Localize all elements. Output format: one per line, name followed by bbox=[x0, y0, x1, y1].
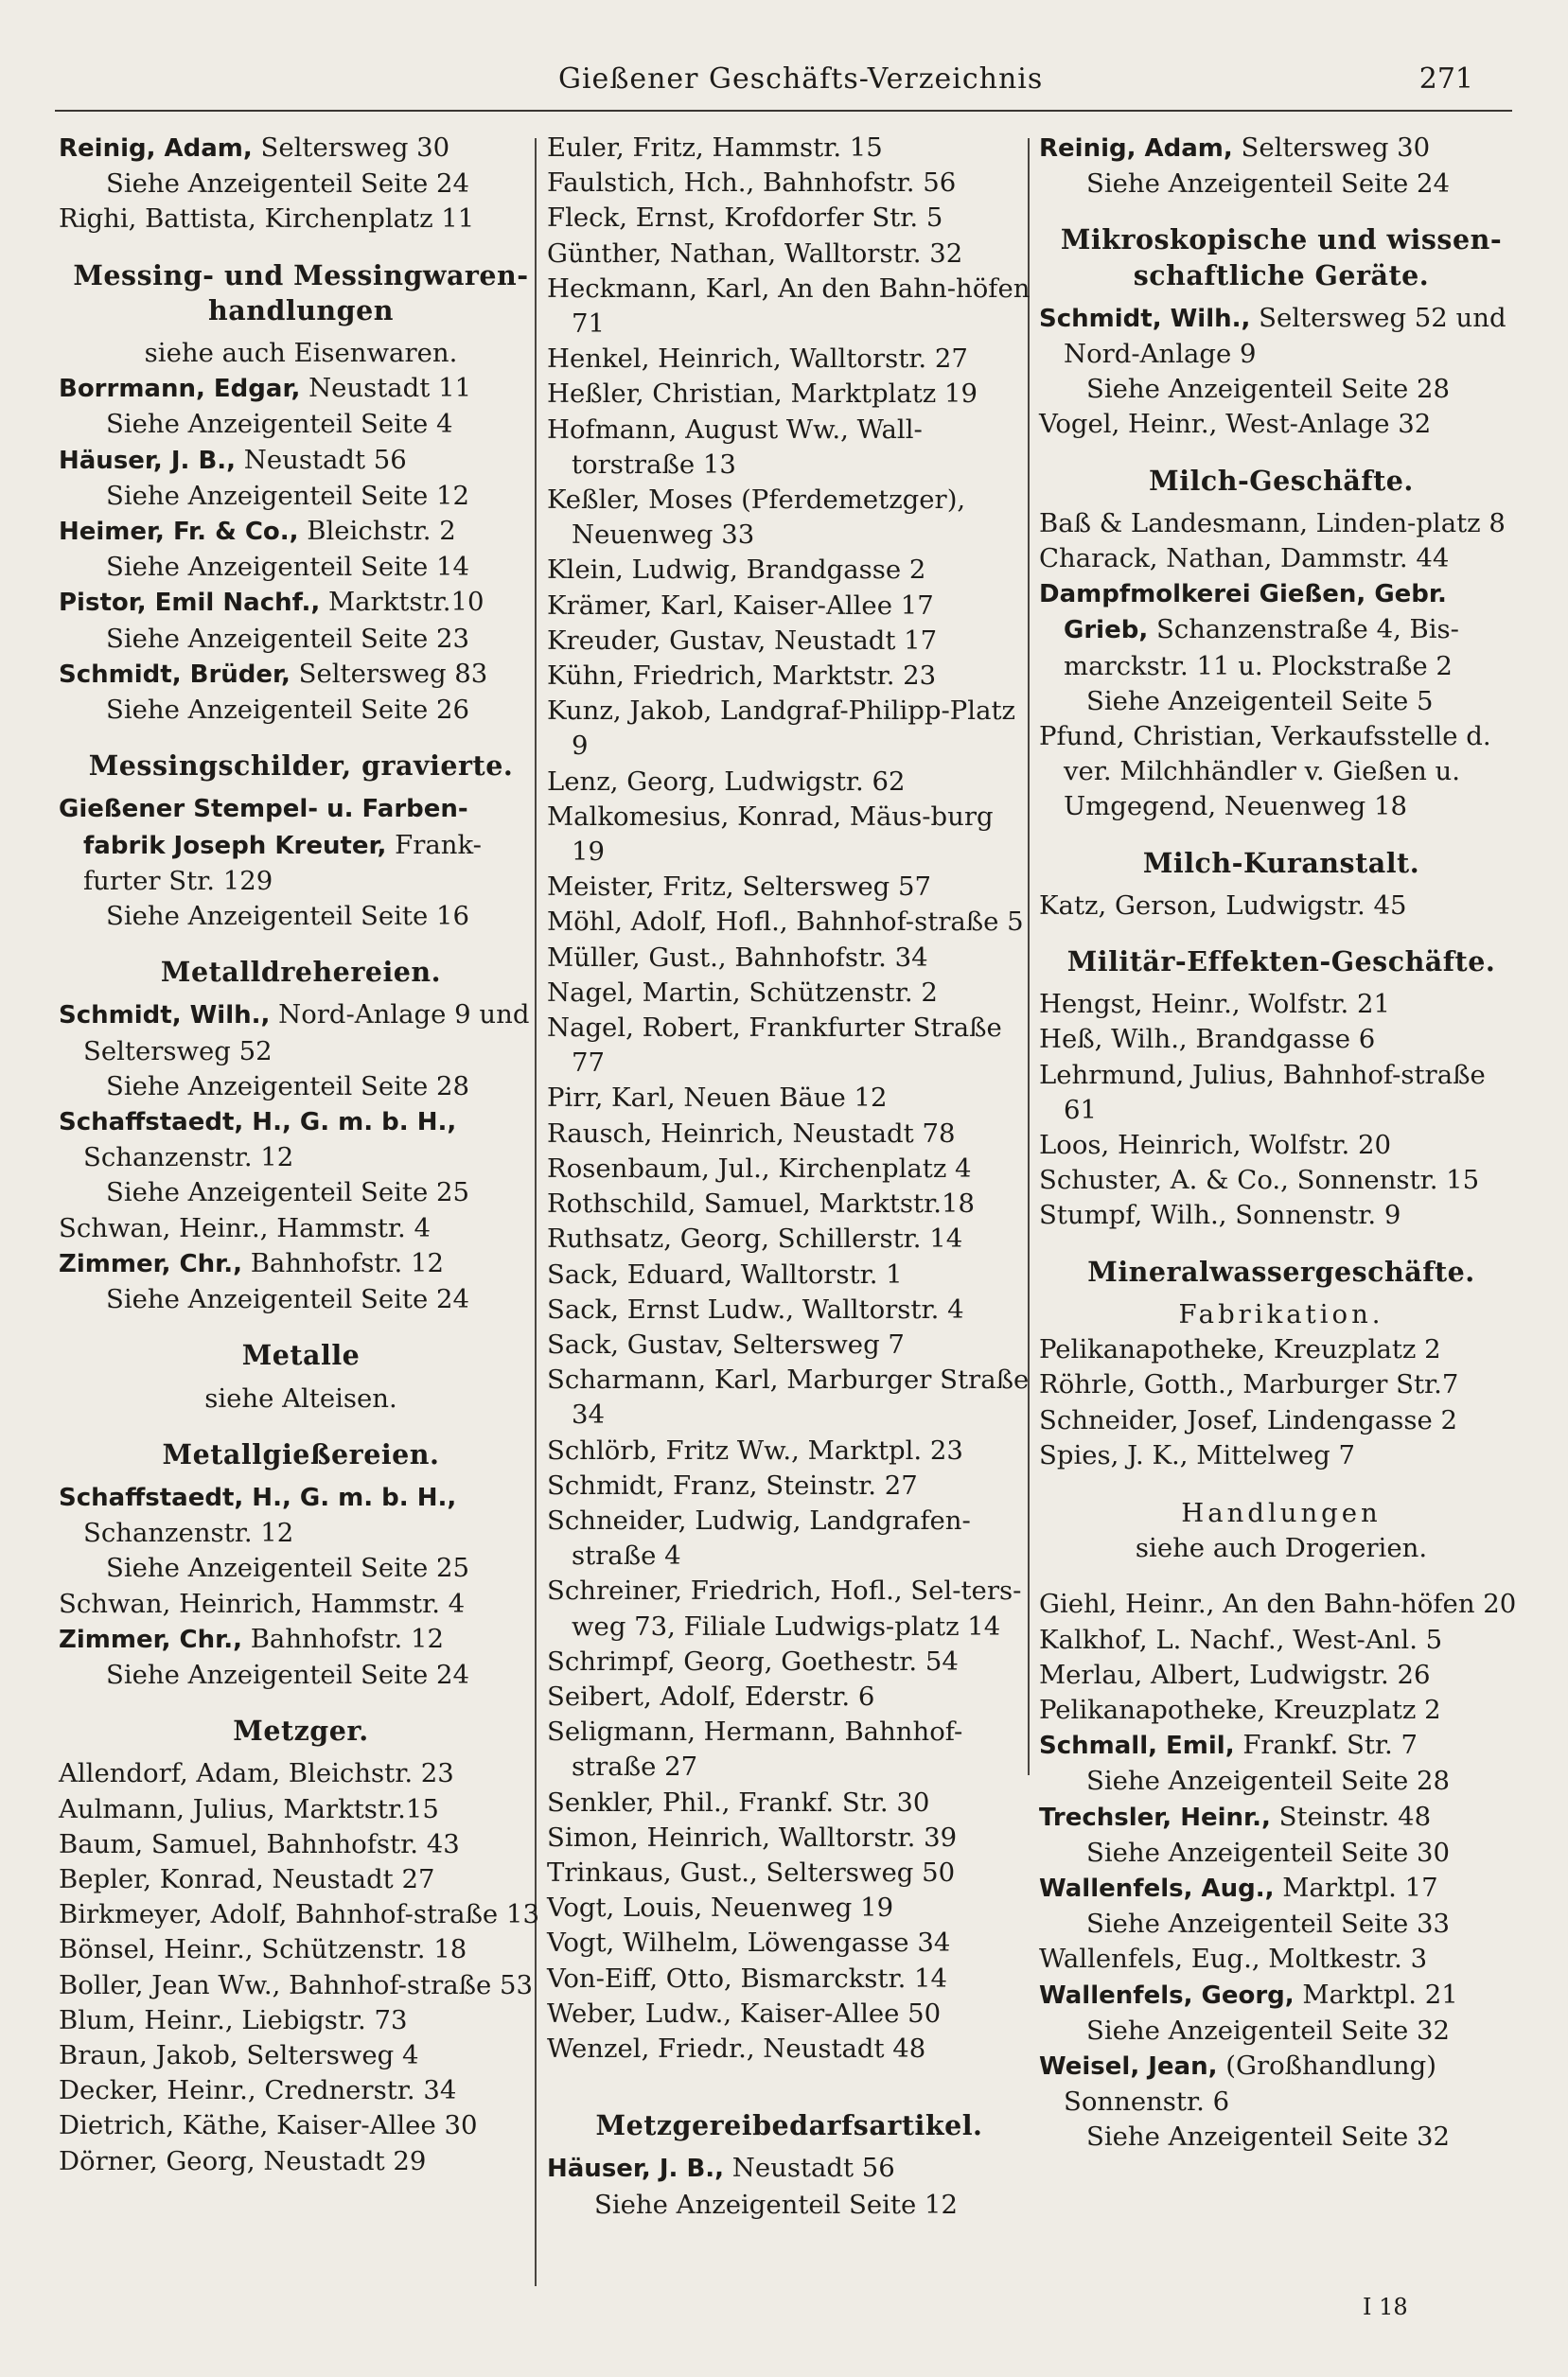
ad-reference: Siehe Anzeigenteil Seite 25 bbox=[106, 1177, 469, 1208]
directory-entry: Lenz, Georg, Ludwigstr. 62 bbox=[547, 766, 906, 797]
directory-entry: Schuster, A. & Co., Sonnenstr. 15 bbox=[1039, 1165, 1480, 1196]
directory-entry: Schmidt, Franz, Steinstr. 27 bbox=[547, 1470, 918, 1501]
directory-entry: Sack, Eduard, Walltorstr. 1 bbox=[547, 1259, 903, 1290]
directory-entry: Hengst, Heinr., Wolfstr. 21 bbox=[1039, 989, 1391, 1020]
entry-name: Pistor, Emil Nachf., bbox=[59, 589, 321, 618]
ad-reference: Siehe Anzeigenteil Seite 12 bbox=[594, 2189, 958, 2220]
directory-entry: Günther, Nathan, Walltorstr. 32 bbox=[547, 238, 963, 269]
sub-heading: Fabrikation. bbox=[1178, 1298, 1384, 1329]
entry-address: Bahnhofstr. 12 bbox=[241, 1623, 444, 1654]
entry-name: Zimmer, Chr., bbox=[59, 1249, 242, 1278]
cross-reference: siehe auch Drogerien. bbox=[1135, 1533, 1428, 1564]
directory-entry bbox=[59, 997, 543, 1068]
ad-reference: Siehe Anzeigenteil Seite 33 bbox=[1086, 1909, 1450, 1940]
directory-entry: Heckmann, Karl, An den Bahn-höfen 71 bbox=[547, 273, 1031, 340]
directory-entry: Baum, Samuel, Bahnhofstr. 43 bbox=[59, 1828, 460, 1859]
directory-entry: Hofmann, August Ww., Wall-torstraße 13 bbox=[547, 414, 923, 480]
entry-name: Schaffstaedt, H., G. m. b. H., bbox=[59, 1108, 457, 1137]
directory-entry bbox=[59, 657, 543, 693]
directory-entry: Rausch, Heinrich, Neustadt 78 bbox=[547, 1118, 956, 1149]
directory-entry: Allendorf, Adam, Bleichstr. 23 bbox=[59, 1758, 454, 1789]
entry-address: (Großhandlung) Sonnenstr. 6 bbox=[1064, 2050, 1436, 2118]
directory-entry: Keßler, Moses (Pferdemetzger), Neuenweg 33 bbox=[547, 484, 966, 551]
directory-entry: Pelikanapotheke, Kreuzplatz 2 bbox=[1039, 1334, 1441, 1365]
entry-address: Bleichstr. 2 bbox=[298, 516, 456, 547]
entry-name: Dampfmolkerei Gießen, Gebr. Grieb, bbox=[1039, 580, 1447, 645]
directory-entry bbox=[547, 2151, 1031, 2187]
directory-entry: Vogt, Louis, Neuenweg 19 bbox=[547, 1893, 894, 1924]
category-heading: Metzger. bbox=[233, 1715, 369, 1748]
category-heading: Metalle bbox=[241, 1339, 361, 1372]
ad-reference: Siehe Anzeigenteil Seite 23 bbox=[106, 623, 469, 654]
directory-entry bbox=[1039, 1728, 1524, 1764]
directory-entry: Lehrmund, Julius, Bahnhof-straße 61 bbox=[1039, 1059, 1486, 1125]
entry-name: Borrmann, Edgar, bbox=[59, 375, 301, 404]
directory-entry: Giehl, Heinr., An den Bahn-höfen 20 bbox=[1039, 1589, 1517, 1620]
ad-reference: Siehe Anzeigenteil Seite 25 bbox=[106, 1553, 469, 1584]
directory-entry bbox=[59, 1622, 543, 1658]
directory-entry bbox=[59, 1587, 543, 1622]
directory-entry: Wenzel, Friedr., Neustadt 48 bbox=[547, 2033, 926, 2064]
ad-reference: Siehe Anzeigenteil Seite 28 bbox=[1086, 1766, 1450, 1797]
directory-entry: Klein, Ludwig, Brandgasse 2 bbox=[547, 555, 926, 586]
directory-entry: Von-Eiff, Otto, Bismarckstr. 14 bbox=[547, 1963, 948, 1994]
directory-entry: Birkmeyer, Adolf, Bahnhof-straße 13 bbox=[59, 1899, 539, 1930]
entry-name: Trechsler, Heinr., bbox=[1039, 1803, 1271, 1832]
ad-reference: Siehe Anzeigenteil Seite 32 bbox=[1086, 2015, 1450, 2046]
column-3 bbox=[1039, 131, 1524, 2156]
entry-address: Seltersweg 30 bbox=[1232, 132, 1431, 163]
directory-entry bbox=[1039, 301, 1524, 372]
directory-entry bbox=[1039, 576, 1524, 684]
directory-entry: Stumpf, Wilh., Sonnenstr. 9 bbox=[1039, 1200, 1401, 1231]
directory-entry bbox=[59, 1104, 543, 1175]
directory-entry: Krämer, Karl, Kaiser-Allee 17 bbox=[547, 590, 934, 621]
category-heading: Messing- und Messingwaren-handlungen bbox=[73, 258, 529, 326]
directory-entry: Faulstich, Hch., Bahnhofstr. 56 bbox=[547, 167, 957, 199]
directory-entry: Blum, Heinr., Liebigstr. 73 bbox=[59, 2004, 408, 2035]
directory-entry: Kreuder, Gustav, Neustadt 17 bbox=[547, 625, 938, 656]
directory-entry: Seligmann, Hermann, Bahnhof-straße 27 bbox=[547, 1717, 963, 1783]
header-rule bbox=[55, 110, 1512, 112]
entry-address: Seltersweg 30 bbox=[252, 132, 450, 163]
entry-address: Schwan, Heinrich, Hammstr. 4 bbox=[59, 1588, 466, 1619]
ad-reference: Siehe Anzeigenteil Seite 14 bbox=[106, 552, 469, 583]
directory-entry: Müller, Gust., Bahnhofstr. 34 bbox=[547, 942, 928, 973]
entry-address: Seltersweg 83 bbox=[290, 658, 488, 689]
entry-name: Heimer, Fr. & Co., bbox=[59, 518, 299, 547]
directory-entry: Merlau, Albert, Ludwigstr. 26 bbox=[1039, 1659, 1431, 1690]
entry-address: Bahnhofstr. 12 bbox=[241, 1247, 444, 1278]
directory-entry: Senkler, Phil., Frankf. Str. 30 bbox=[547, 1787, 930, 1818]
directory-entry: Ruthsatz, Georg, Schillerstr. 14 bbox=[547, 1224, 963, 1255]
entry-name: Reinig, Adam, bbox=[1039, 134, 1233, 163]
category-heading: Metzgereibedarfsartikel. bbox=[595, 2109, 983, 2142]
entry-address: Seltersweg 52 und Nord-Anlage 9 bbox=[1064, 302, 1506, 370]
entry-address: Frank-furter Str. 129 bbox=[83, 829, 482, 896]
directory-entry bbox=[59, 443, 543, 479]
cross-reference: siehe Alteisen. bbox=[204, 1382, 397, 1414]
directory-entry: Scharmann, Karl, Marburger Straße 34 bbox=[547, 1365, 1030, 1431]
ad-reference: Siehe Anzeigenteil Seite 24 bbox=[106, 1284, 469, 1315]
directory-entry: Spies, J. K., Mittelweg 7 bbox=[1039, 1439, 1356, 1470]
entry-address: Schanzenstr. 12 bbox=[83, 1518, 294, 1549]
directory-entry: Dörner, Georg, Neustadt 29 bbox=[59, 2145, 427, 2176]
directory-entry: Heß, Wilh., Brandgasse 6 bbox=[1039, 1024, 1376, 1055]
directory-entry: Schneider, Ludwig, Landgrafen-straße 4 bbox=[547, 1505, 971, 1572]
entry-name: Wallenfels, Aug., bbox=[1039, 1874, 1275, 1903]
ad-reference: Siehe Anzeigenteil Seite 28 bbox=[1086, 374, 1450, 405]
directory-entry: Baß & Landesmann, Linden-platz 8 bbox=[1039, 507, 1506, 538]
directory-entry bbox=[59, 1211, 543, 1246]
ad-reference: Siehe Anzeigenteil Seite 24 bbox=[106, 168, 469, 200]
directory-entry: Rothschild, Samuel, Marktstr.18 bbox=[547, 1188, 975, 1220]
directory-entry: Aulmann, Julius, Marktstr.15 bbox=[59, 1793, 439, 1824]
entry-address: Neustadt 56 bbox=[724, 2153, 895, 2184]
page-number: 271 bbox=[1418, 62, 1473, 96]
directory-entry: Fleck, Ernst, Krofdorfer Str. 5 bbox=[547, 202, 943, 234]
ad-reference: Siehe Anzeigenteil Seite 26 bbox=[106, 695, 469, 726]
directory-entry bbox=[1039, 1800, 1524, 1836]
directory-entry: Vogt, Wilhelm, Löwengasse 34 bbox=[547, 1928, 951, 1959]
entry-address: Schanzenstraße 4, Bis-marckstr. 11 u. Plockstraße 2 bbox=[1064, 614, 1459, 681]
directory-entry: Simon, Heinrich, Walltorstr. 39 bbox=[547, 1822, 958, 1853]
entry-name: Schmidt, Wilh., bbox=[1039, 304, 1251, 333]
directory-entry: Kühn, Friedrich, Marktstr. 23 bbox=[547, 660, 937, 692]
category-heading: Metallgießereien. bbox=[162, 1437, 440, 1470]
directory-entry: Sack, Ernst Ludw., Walltorstr. 4 bbox=[547, 1294, 964, 1325]
ad-reference: Siehe Anzeigenteil Seite 4 bbox=[106, 409, 453, 440]
category-heading: Militär-Effekten-Geschäfte. bbox=[1066, 945, 1496, 978]
directory-entry: Loos, Heinrich, Wolfstr. 20 bbox=[1039, 1130, 1391, 1161]
entry-name: Gießener Stempel- u. Farben-fabrik Joseph Kreuter, bbox=[59, 795, 468, 860]
entry-address: Marktstr.10 bbox=[320, 587, 484, 618]
entry-address: Frankf. Str. 7 bbox=[1234, 1730, 1418, 1761]
directory-entry bbox=[1039, 131, 1524, 167]
directory-entry: Nagel, Martin, Schützenstr. 2 bbox=[547, 977, 938, 1008]
ad-reference: Siehe Anzeigenteil Seite 12 bbox=[106, 480, 469, 511]
category-heading: Mineralwassergeschäfte. bbox=[1087, 1255, 1475, 1288]
entry-name: Schmidt, Wilh., bbox=[59, 1001, 271, 1030]
directory-entry: Wallenfels, Eug., Moltkestr. 3 bbox=[1039, 1944, 1428, 1975]
ad-reference: Siehe Anzeigenteil Seite 24 bbox=[106, 1659, 469, 1690]
entry-address: Nord-Anlage 9 und Seltersweg 52 bbox=[83, 999, 530, 1066]
category-heading: Milch-Geschäfte. bbox=[1149, 464, 1414, 497]
directory-entry bbox=[1039, 1871, 1524, 1907]
page-header bbox=[57, 62, 1511, 110]
directory-entry: Pirr, Karl, Neuen Bäue 12 bbox=[547, 1083, 888, 1114]
directory-entry: Weber, Ludw., Kaiser-Allee 50 bbox=[547, 1998, 942, 2029]
directory-entry: Katz, Gerson, Ludwigstr. 45 bbox=[1039, 889, 1407, 921]
directory-entry: Rosenbaum, Jul., Kirchenplatz 4 bbox=[547, 1153, 972, 1184]
entry-name: Häuser, J. B., bbox=[59, 446, 237, 475]
category-heading: Metalldrehereien. bbox=[160, 956, 442, 989]
spacer bbox=[1039, 1566, 1524, 1587]
entry-name: Schmidt, Brüder, bbox=[59, 660, 291, 689]
category-heading: Milch-Kuranstalt. bbox=[1142, 846, 1420, 879]
directory-entry: Heßler, Christian, Marktplatz 19 bbox=[547, 379, 978, 410]
entry-address: Marktpl. 17 bbox=[1274, 1872, 1438, 1903]
directory-entry: Nagel, Robert, Frankfurter Straße 77 bbox=[547, 1012, 1002, 1079]
ad-reference: Siehe Anzeigenteil Seite 16 bbox=[106, 901, 469, 932]
entry-name: Wallenfels, Georg, bbox=[1039, 1981, 1295, 2010]
directory-entry bbox=[1039, 2049, 1524, 2120]
entry-address: Marktpl. 21 bbox=[1294, 1979, 1458, 2010]
category-heading: Messingschilder, gravierte. bbox=[88, 749, 514, 783]
directory-entry: Kunz, Jakob, Landgraf-Philipp-Platz 9 bbox=[547, 695, 1015, 762]
directory-entry: Braun, Jakob, Seltersweg 4 bbox=[59, 2039, 419, 2070]
entry-name: Schaffstaedt, H., G. m. b. H., bbox=[59, 1483, 457, 1512]
sub-heading: Handlungen bbox=[1181, 1497, 1382, 1528]
ad-reference: Siehe Anzeigenteil Seite 5 bbox=[1086, 685, 1434, 716]
ad-reference: Siehe Anzeigenteil Seite 30 bbox=[1086, 1837, 1450, 1868]
directory-entry bbox=[59, 1246, 543, 1282]
directory-entry: Kalkhof, L. Nachf., West-Anl. 5 bbox=[1039, 1624, 1443, 1655]
directory-entry bbox=[59, 131, 543, 167]
directory-entry: Meister, Fritz, Seltersweg 57 bbox=[547, 872, 931, 903]
running-title: Gießener Geschäfts-Verzeichnis bbox=[558, 62, 1044, 96]
column-2 bbox=[547, 131, 1031, 2223]
directory-entry bbox=[59, 514, 543, 550]
directory-entry bbox=[1039, 1978, 1524, 2014]
entry-address: Schanzenstr. 12 bbox=[83, 1142, 294, 1173]
directory-entry: Righi, Battista, Kirchenplatz 11 bbox=[59, 203, 475, 235]
entry-name: Weisel, Jean, bbox=[1039, 2051, 1218, 2081]
directory-entry: Trinkaus, Gust., Seltersweg 50 bbox=[547, 1857, 956, 1888]
entry-address: Neustadt 56 bbox=[236, 444, 407, 475]
directory-entry: Bepler, Konrad, Neustadt 27 bbox=[59, 1863, 435, 1894]
entry-address: Schwan, Heinr., Hammstr. 4 bbox=[59, 1212, 431, 1243]
entry-name: Häuser, J. B., bbox=[547, 2155, 725, 2184]
ad-reference: Siehe Anzeigenteil Seite 24 bbox=[1086, 168, 1450, 200]
directory-entry: Euler, Fritz, Hammstr. 15 bbox=[547, 132, 883, 163]
directory-entry: Boller, Jean Ww., Bahnhof-straße 53 bbox=[59, 1969, 534, 2000]
column-1 bbox=[59, 131, 543, 2179]
category-heading: Mikroskopische und wissen-schaftliche Geräte. bbox=[1060, 223, 1503, 291]
ad-reference: Siehe Anzeigenteil Seite 28 bbox=[106, 1070, 469, 1101]
entry-name: Schmall, Emil, bbox=[1039, 1732, 1235, 1761]
directory-entry bbox=[59, 585, 543, 621]
entry-name: Zimmer, Chr., bbox=[59, 1625, 242, 1654]
ad-reference: Siehe Anzeigenteil Seite 32 bbox=[1086, 2122, 1450, 2153]
directory-entry: Sack, Gustav, Seltersweg 7 bbox=[547, 1329, 905, 1360]
directory-entry bbox=[59, 1480, 543, 1551]
directory-entry: Vogel, Heinr., West-Anlage 32 bbox=[1039, 409, 1432, 440]
cross-reference: siehe auch Eisenwaren. bbox=[144, 338, 458, 369]
entry-address: Steinstr. 48 bbox=[1270, 1801, 1432, 1832]
spacer bbox=[1039, 1473, 1524, 1494]
directory-entry bbox=[59, 371, 543, 407]
directory-entry: Charack, Nathan, Dammstr. 44 bbox=[1039, 543, 1450, 574]
directory-entry: Pelikanapotheke, Kreuzplatz 2 bbox=[1039, 1694, 1441, 1725]
directory-entry: Pfund, Christian, Verkaufsstelle d. ver. Milchhändler v. Gießen u. Umgegend, Neuenweg 18 bbox=[1039, 721, 1491, 822]
directory-entry: Schneider, Josef, Lindengasse 2 bbox=[1039, 1404, 1457, 1435]
directory-entry: Schrimpf, Georg, Goethestr. 54 bbox=[547, 1646, 959, 1677]
directory-entry: Möhl, Adolf, Hofl., Bahnhof-straße 5 bbox=[547, 907, 1024, 938]
directory-entry: Malkomesius, Konrad, Mäus-burg 19 bbox=[547, 801, 994, 868]
entry-name: Reinig, Adam, bbox=[59, 134, 253, 163]
directory-entry: Bönsel, Heinr., Schützenstr. 18 bbox=[59, 1934, 467, 1965]
directory-entry: Decker, Heinr., Crednerstr. 34 bbox=[59, 2075, 457, 2106]
spacer bbox=[547, 2067, 1031, 2087]
printer-signature: I 18 bbox=[1363, 2294, 1408, 2320]
directory-entry: Henkel, Heinrich, Walltorstr. 27 bbox=[547, 343, 968, 375]
entry-address: Neustadt 11 bbox=[300, 373, 472, 404]
directory-entry: Dietrich, Käthe, Kaiser-Allee 30 bbox=[59, 2110, 478, 2141]
directory-entry: Schlörb, Fritz Ww., Marktpl. 23 bbox=[547, 1435, 963, 1466]
directory-entry: Seibert, Adolf, Ederstr. 6 bbox=[547, 1681, 875, 1712]
directory-entry: Röhrle, Gotth., Marburger Str.7 bbox=[1039, 1369, 1459, 1400]
directory-entry: Schreiner, Friedrich, Hofl., Sel-tersweg 73, Filiale Ludwigs-platz 14 bbox=[547, 1576, 1022, 1642]
directory-entry bbox=[59, 791, 543, 899]
